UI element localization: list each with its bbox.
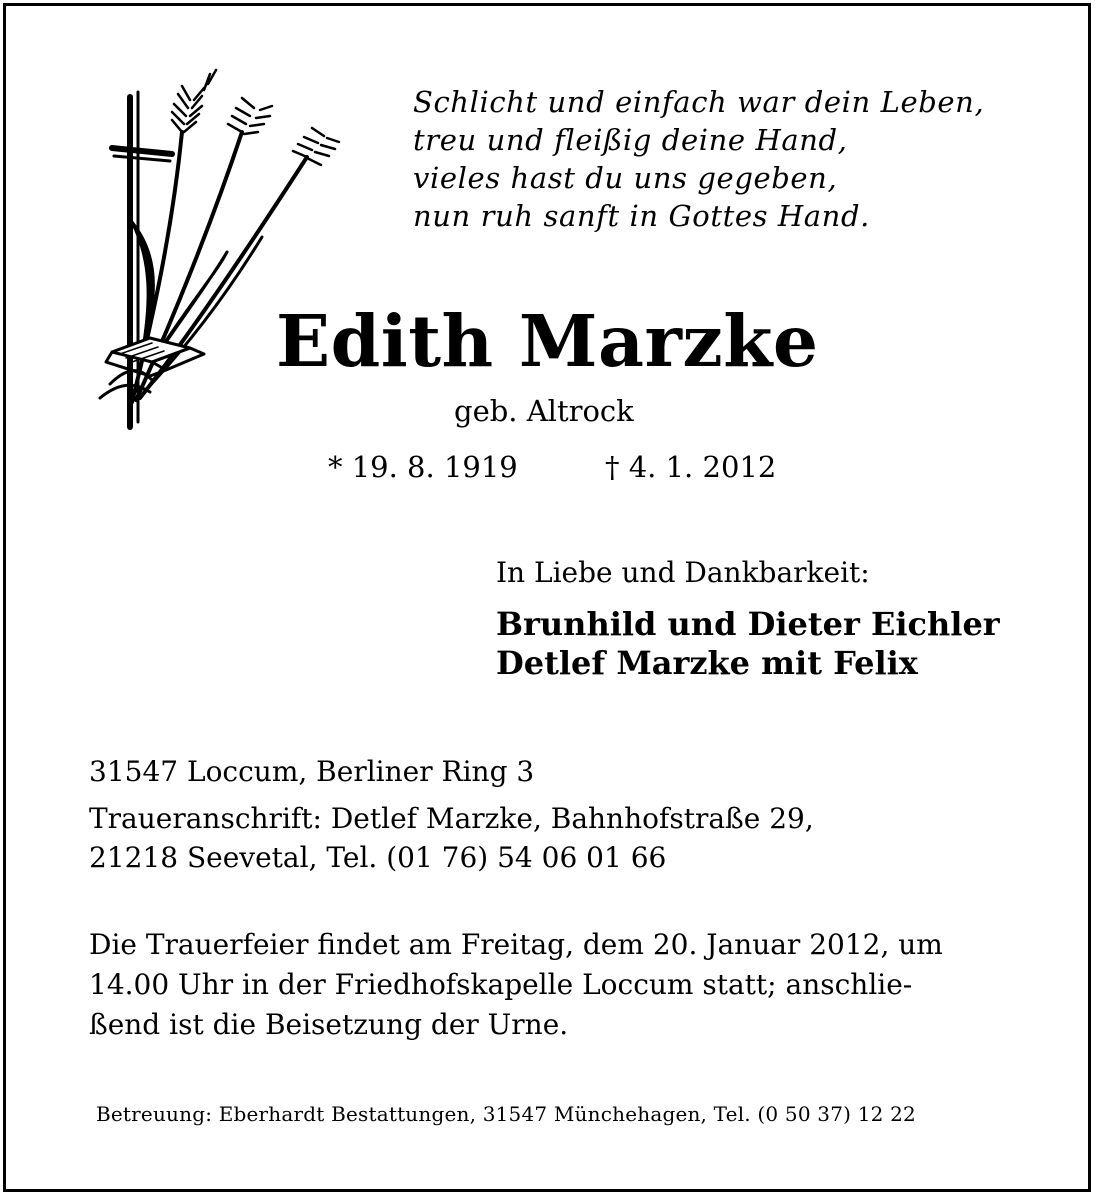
mourner-name: Detlef Marzke mit Felix (496, 644, 918, 682)
ceremony-line: ßend ist die Beisetzung der Urne. (89, 1008, 569, 1041)
mourners-intro: In Liebe und Dankbarkeit: (496, 556, 870, 589)
verse-line: Schlicht und einfach war dein Leben, (413, 85, 985, 119)
funeral-home-credit: Betreuung: Eberhardt Bestattungen, 31547 Münchehagen, Tel. (0 50 37) 12 22 (96, 1102, 916, 1126)
mourning-address-line: 21218 Seevetal, Tel. (01 76) 54 06 01 66 (89, 841, 667, 874)
cross-wheat-book-icon (92, 62, 362, 442)
deceased-name: Edith Marzke (276, 299, 819, 383)
verse-line: nun ruh sanft in Gottes Hand. (413, 199, 870, 233)
maiden-name: geb. Altrock (454, 394, 634, 428)
mourners-names (496, 605, 1000, 683)
birth-date: * 19. 8. 1919 (328, 450, 518, 484)
verse-line: treu und fleißig deine Hand, (413, 123, 848, 157)
ceremony-line: 14.00 Uhr in der Friedhofskapelle Loccum statt; anschlie- (89, 968, 913, 1001)
ceremony-line: Die Trauerfeier findet am Freitag, dem 20. Januar 2012, um (89, 928, 943, 961)
mourning-address-line: Traueranschrift: Detlef Marzke, Bahnhofstraße 29, (89, 802, 814, 835)
mourner-name: Brunhild und Dieter Eichler (496, 605, 1000, 643)
verse-line: vieles hast du uns gegeben, (413, 161, 838, 195)
death-date: † 4. 1. 2012 (605, 450, 777, 484)
ceremony-info (89, 925, 943, 1045)
home-address: 31547 Loccum, Berliner Ring 3 (89, 755, 535, 788)
memorial-verse (413, 83, 984, 235)
mourning-address (89, 799, 814, 877)
